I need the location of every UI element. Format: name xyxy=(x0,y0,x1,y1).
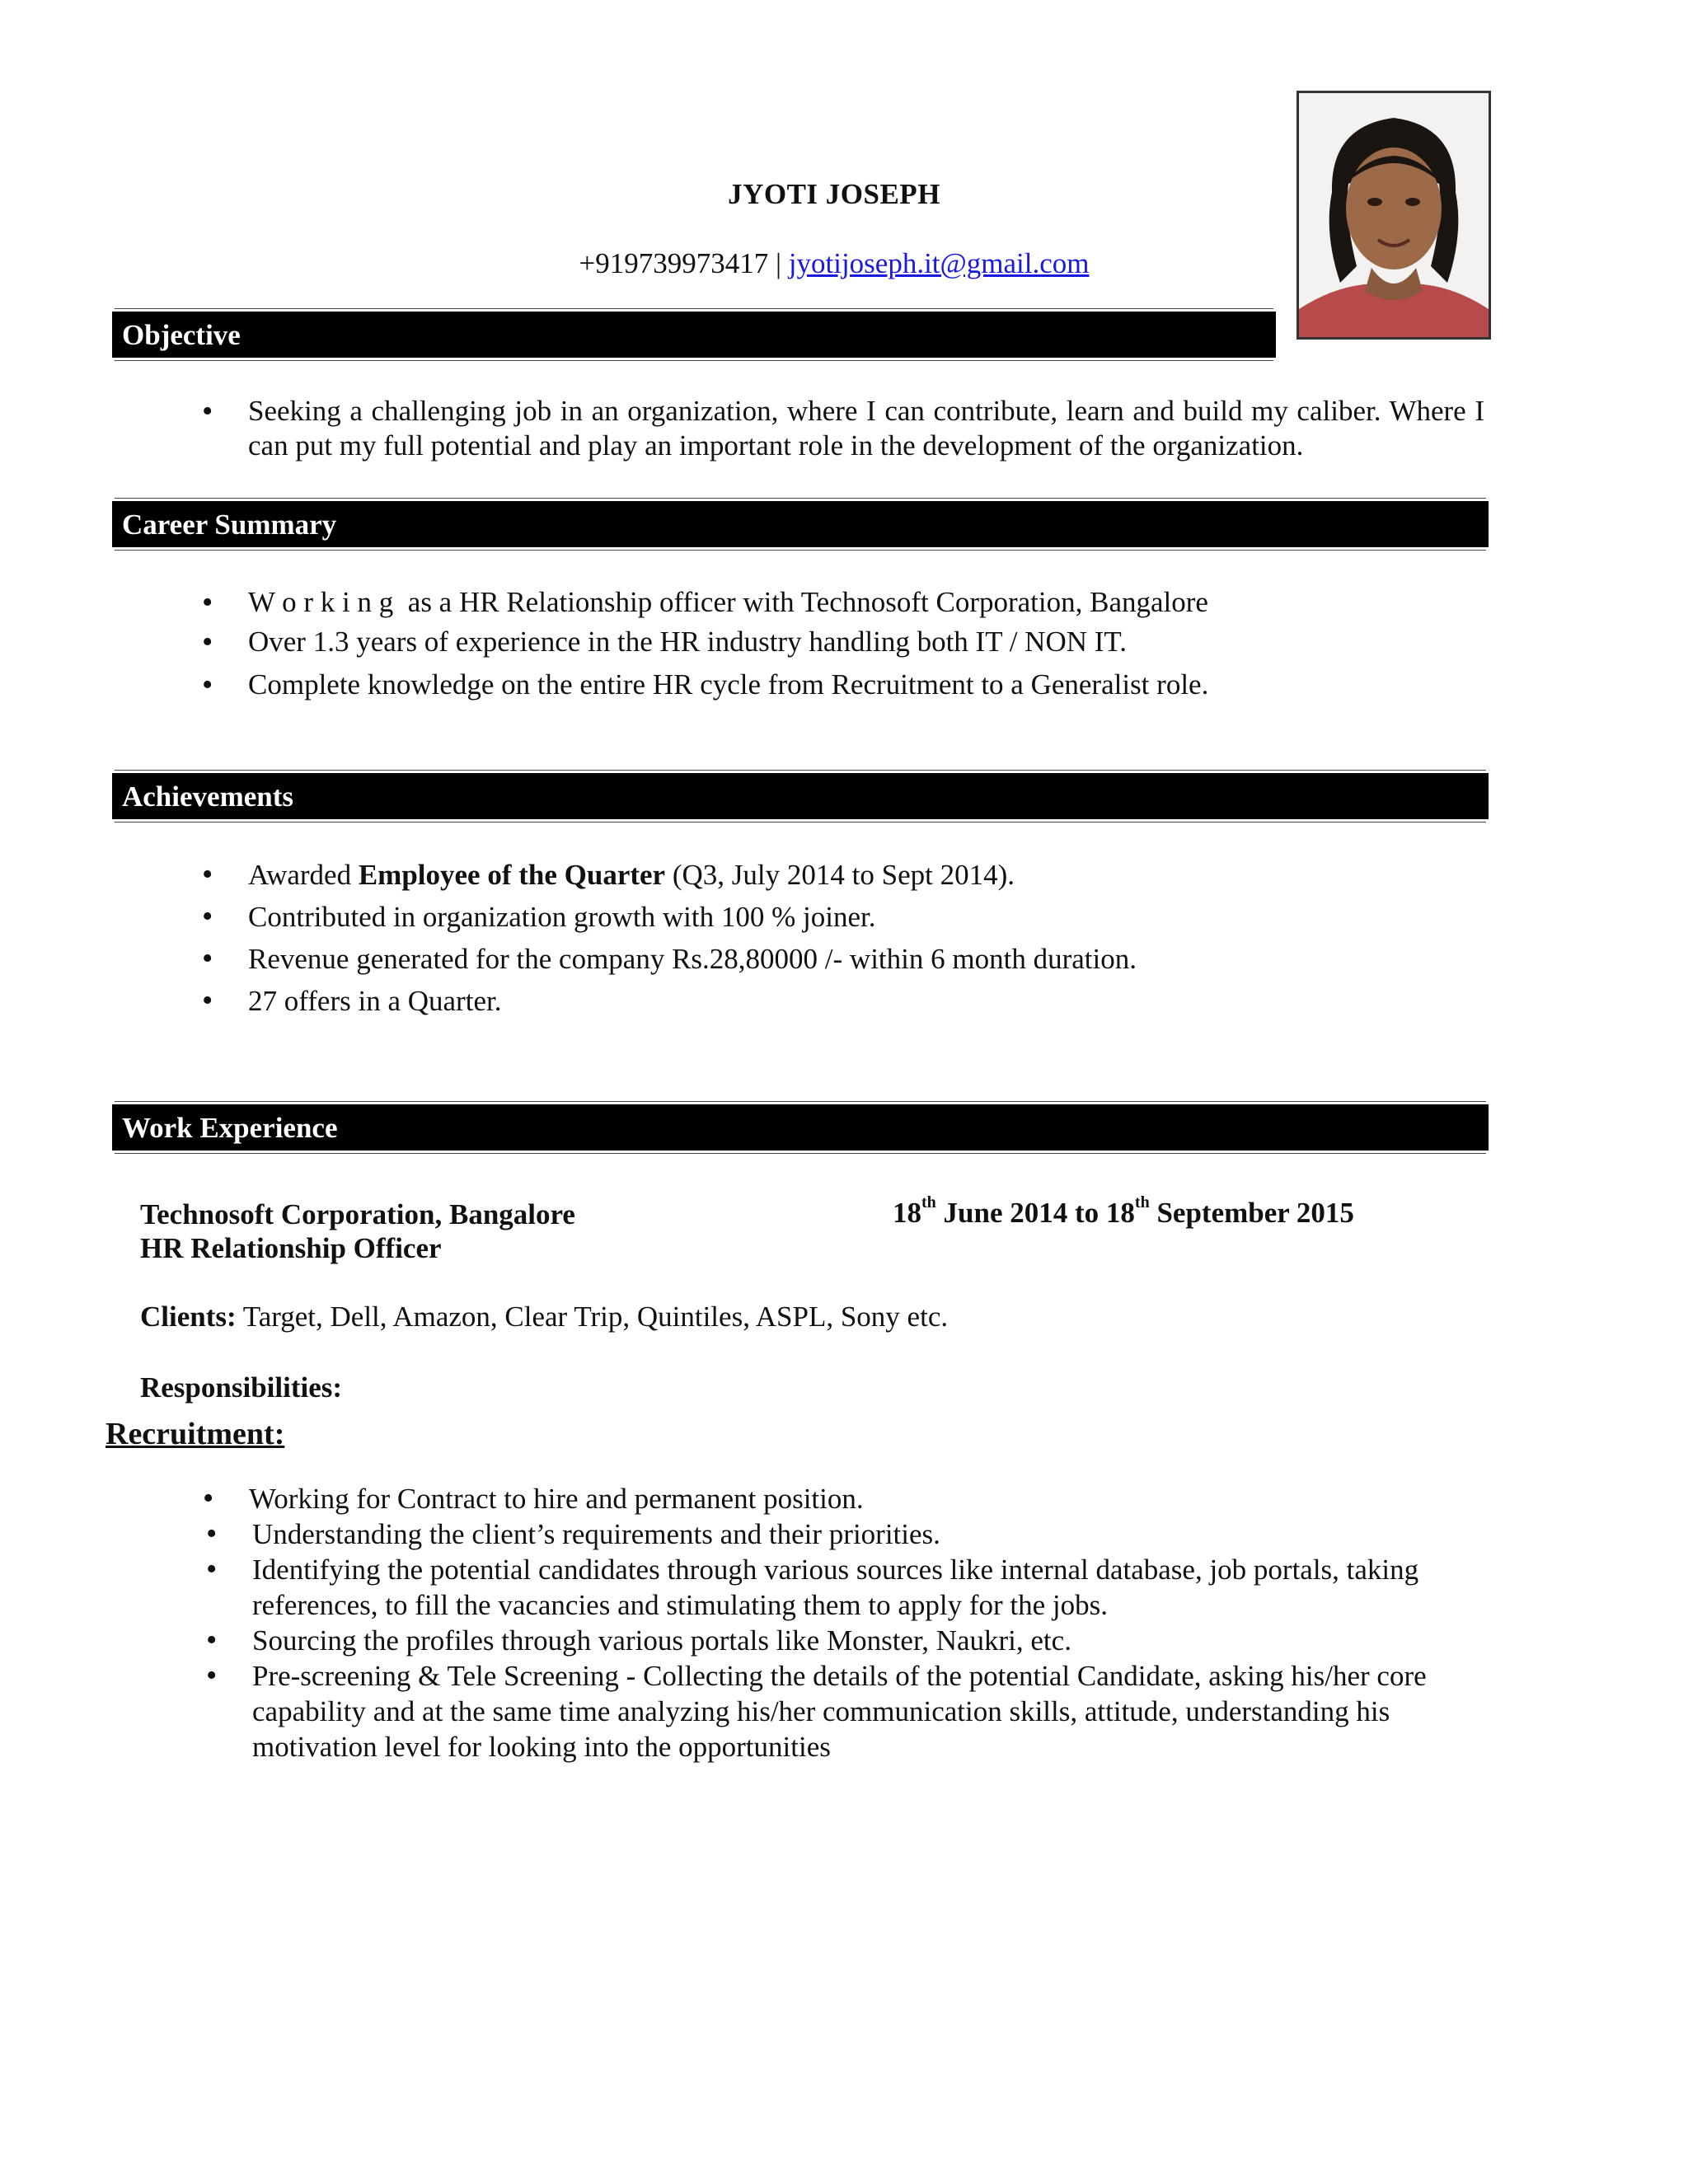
portrait-image xyxy=(1299,93,1489,337)
achievements-list xyxy=(248,854,1484,1022)
list-item: • Awarded Employee of the Quarter (Q3, July 2014 to Sept 2014). xyxy=(248,854,1484,896)
list-item: • Complete knowledge on the entire HR cycle from Recruitment to a Generalist role. xyxy=(248,665,1484,705)
list-item: • Working for Contract to hire and permanent position. xyxy=(249,1481,1489,1516)
list-item: • Contributed in organization growth with 100 % joiner. xyxy=(248,896,1484,938)
list-item: • Revenue generated for the company Rs.28,80000 /- within 6 month duration. xyxy=(248,938,1484,980)
section-header-career-summary: Career Summary xyxy=(112,501,1489,547)
objective-list xyxy=(248,394,1484,463)
list-item: • Over 1.3 years of experience in the HR industry handling both IT / NON IT. xyxy=(248,622,1484,662)
recruitment-list xyxy=(249,1481,1493,1765)
email-link[interactable]: jyotijoseph.it@gmail.com xyxy=(788,247,1090,279)
employment-dates: 18th June 2014 to 18th September 2015 xyxy=(893,1193,1354,1229)
section-header-objective: Objective xyxy=(112,312,1276,358)
list-item: • Sourcing the profiles through various portals like Monster, Naukri, etc. xyxy=(252,1623,1493,1658)
list-item: • W o r k i n g as a HR Relationship officer with Technosoft Corporation, Bangalore xyxy=(248,583,1484,622)
job-role: HR Relationship Officer xyxy=(140,1232,442,1264)
career-summary-list xyxy=(248,583,1484,705)
list-item: • Understanding the client’s requirements and their priorities. xyxy=(252,1516,1493,1552)
responsibilities-label: Responsibilities: xyxy=(140,1371,343,1404)
award-name: Employee of the Quarter xyxy=(358,859,666,891)
list-item: • 27 offers in a Quarter. xyxy=(248,980,1484,1022)
list-item: • Identifying the potential candidates through various sources like internal database, job portals, taking references, to fill the vacancies and stimulating them to apply for the jobs. xyxy=(252,1552,1493,1623)
clients-line xyxy=(140,1301,948,1333)
list-item: • Seeking a challenging job in an organization, where I can contribute, learn and build my caliber. Where I can put my full potential and play an important role in the development of the organization. xyxy=(248,394,1484,463)
candidate-name: JYOTI JOSEPH xyxy=(728,178,940,210)
recruitment-heading: Recruitment: xyxy=(106,1417,285,1451)
list-item: • Pre-screening & Tele Screening - Collecting the details of the potential Candidate, asking his/her core capability and at the same time analyzing his/her communication skills, attitude, understanding his motivation level for looking into the opportunities xyxy=(252,1658,1493,1765)
section-header-work-experience: Work Experience xyxy=(112,1104,1489,1151)
profile-photo xyxy=(1296,91,1491,340)
clients-value: Target, Dell, Amazon, Clear Trip, Quintiles, ASPL, Sony etc. xyxy=(236,1301,949,1333)
section-header-achievements: Achievements xyxy=(112,773,1489,819)
phone-number: +919739973417 | xyxy=(579,247,782,279)
clients-label: Clients: xyxy=(140,1301,237,1333)
company-name: Technosoft Corporation, Bangalore xyxy=(140,1198,575,1230)
